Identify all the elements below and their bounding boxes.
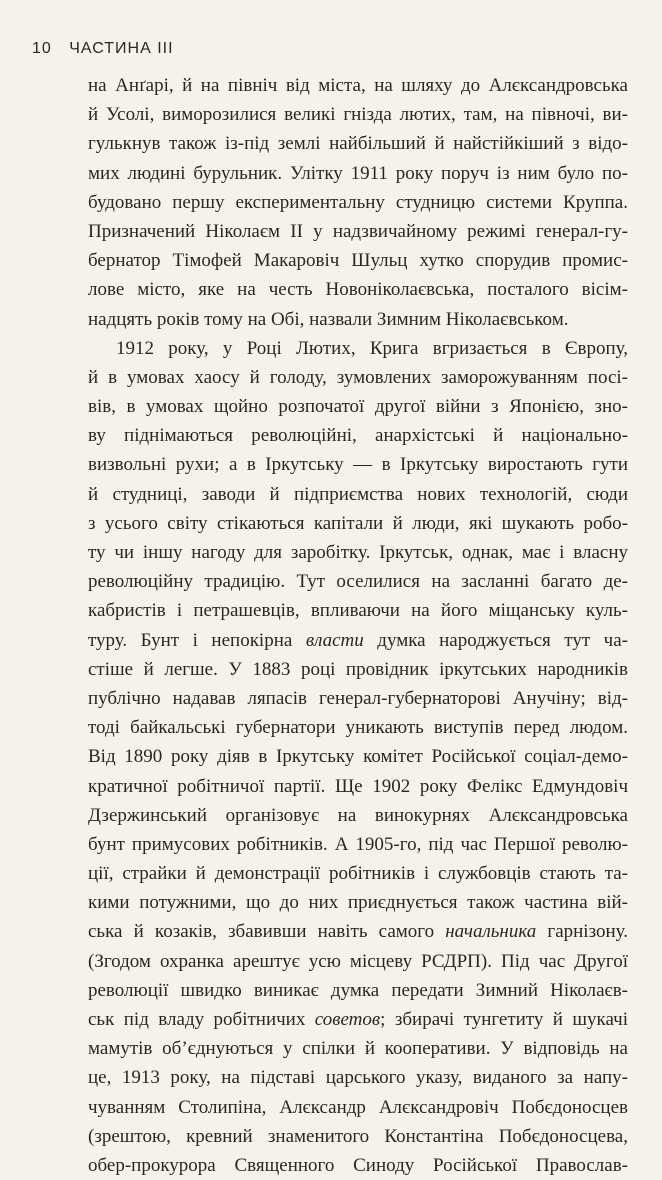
text-line [88, 830, 628, 859]
text-line [88, 1034, 628, 1063]
text-line [88, 363, 628, 392]
text-line [88, 275, 628, 304]
text-segment: будовано першу експериментальну студницю системи Круппа. [88, 191, 628, 213]
italic-text: советов [314, 1009, 381, 1030]
text-segment: (зрештою, кревний знаменитого Константіна Побєдоносцева, [88, 1125, 628, 1147]
text-line [88, 1093, 628, 1122]
text-segment: обер-прокурора Священного Синоду Російської Православ- [88, 1154, 628, 1176]
text-line [88, 217, 628, 246]
text-segment: вів, в умовах щойно розпочатої другої війни з Японією, зно- [88, 396, 628, 418]
text-segment: ськ під владу робітничих [88, 1009, 315, 1030]
text-segment: й Усолі, виморозилися великі гнізда лютих, там, на півночі, ви- [88, 104, 628, 126]
text-segment: й в умовах хаосу й голоду, зумовлених заморожуванням посі- [88, 366, 628, 388]
page-number: 10 [32, 40, 52, 57]
text-line [88, 917, 628, 946]
text-segment: публічно надавав ляпасів генерал-губернаторові Анучіну; від- [88, 687, 628, 709]
text-line [88, 772, 628, 801]
text-line [88, 480, 628, 509]
text-segment: ву піднімаються революційні, анархістські й національно- [88, 425, 628, 447]
text-line [88, 129, 628, 158]
text-line [88, 1063, 628, 1092]
text-segment: визвольні рухи; а в Іркутську — в Іркутську виростають гути [88, 454, 628, 476]
text-segment: ; збирачі тунгетиту й шукачі [380, 1009, 628, 1030]
text-segment: революції швидко виникає думка передати Зимний Ніколаєв- [88, 979, 628, 1001]
text-segment: Дзержинський організовує на винокурнях Алєксандровська [88, 804, 628, 826]
text-segment: чуванням Столипіна, Алєксандр Алєксандровіч Побєдоносцев [88, 1096, 628, 1118]
text-line [88, 655, 628, 684]
text-line [88, 246, 628, 275]
text-segment: бунт примусових робітників. А 1905-го, під час Першої револю- [88, 833, 628, 855]
text-segment: Від 1890 року діяв в Іркутську комітет Російської соціал-демо- [88, 746, 628, 768]
text-segment: на Анґарі, й на північ від міста, на шляху до Алєксандровська [88, 75, 628, 96]
text-segment: гарнізону. [536, 921, 628, 943]
text-line [88, 859, 628, 888]
section-title: ЧАСТИНА III [69, 40, 174, 57]
text-line [88, 1122, 628, 1151]
italic-text: начальника [445, 921, 537, 943]
text-line [88, 596, 628, 625]
text-segment: з усього світу стікаються капітали й люди, які шукають робо- [88, 512, 628, 534]
text-segment: думка народжується тут ча- [363, 629, 628, 651]
text-line [88, 567, 628, 596]
text-segment: Призначений Ніколаєм II у надзвичайному режимі генерал-гу- [88, 220, 628, 242]
text-line [88, 538, 628, 567]
text-segment: мамутів об’єднуються у спілки й кооперативи. У відповідь на [88, 1038, 628, 1060]
text-line [88, 976, 628, 1005]
text-line [88, 1005, 628, 1034]
text-line [88, 888, 628, 917]
text-segment: 1912 року, у Році Лютих, Крига вгризається в Європу, [116, 337, 628, 359]
text-segment: кабристів і петрашевців, впливаючи на його міщанську куль- [88, 600, 628, 622]
text-line [88, 509, 628, 538]
text-segment: ції, страйки й демонстрації робітників і службовців стають та- [88, 863, 628, 885]
text-line [88, 713, 628, 742]
text-line [88, 801, 628, 830]
text-line [88, 305, 628, 334]
text-segment: гулькнув також із-під землі найбільший й найстійкіший з відо- [88, 133, 628, 155]
text-segment: мих людині бурульник. Улітку 1911 року поруч із ним було по- [88, 162, 628, 184]
text-line [88, 1151, 628, 1180]
text-segment: (Згодом охранка арештує усю місцеву РСДРП). Під час Другої [88, 950, 628, 972]
text-line [88, 421, 628, 450]
text-segment: ту чи іншу нагоду для заробітку. Іркутськ, однак, має і власну [88, 542, 628, 563]
text-segment: й студниці, заводи й підприємства нових технологій, сюди [88, 483, 628, 505]
text-segment: тоді байкальські губернатори уникають виступів перед людом. [88, 717, 628, 739]
text-segment: кратичної робітничої партії. Ще 1902 року Фелікс Едмундовіч [88, 775, 628, 797]
text-line [88, 71, 628, 100]
text-line [88, 100, 628, 129]
text-segment: революційну традицію. Тут оселилися на засланні багато де- [88, 571, 628, 593]
text-segment: туру. Бунт і непокірна [88, 629, 306, 651]
running-header [32, 40, 174, 58]
text-line [88, 626, 628, 655]
text-line [88, 188, 628, 217]
text-line [88, 392, 628, 421]
text-segment: кими потужними, що до них приєднується також частина вій- [88, 892, 628, 914]
text-segment: стіше й легше. У 1883 році провідник іркутських народників [88, 658, 628, 680]
text-segment: це, 1913 року, на підставі царського указу, виданого за напу- [88, 1067, 628, 1089]
text-segment: ська й козаків, збавивши навіть самого [88, 921, 446, 943]
text-line [88, 450, 628, 479]
italic-text: власти [305, 629, 364, 651]
text-segment: лове місто, яке на честь Новоніколаєвська, посталого вісім- [88, 279, 628, 301]
text-line [88, 947, 628, 976]
text-line [88, 684, 628, 713]
text-line [88, 334, 628, 363]
text-line [88, 159, 628, 188]
text-segment: бернатор Тімофей Макаровіч Шульц хутко спорудив промис- [88, 250, 628, 272]
text-line [88, 742, 628, 771]
body-text [88, 71, 628, 1180]
text-segment: надцять років тому на Обі, назвали Зимним Ніколаєвськом. [88, 308, 569, 330]
